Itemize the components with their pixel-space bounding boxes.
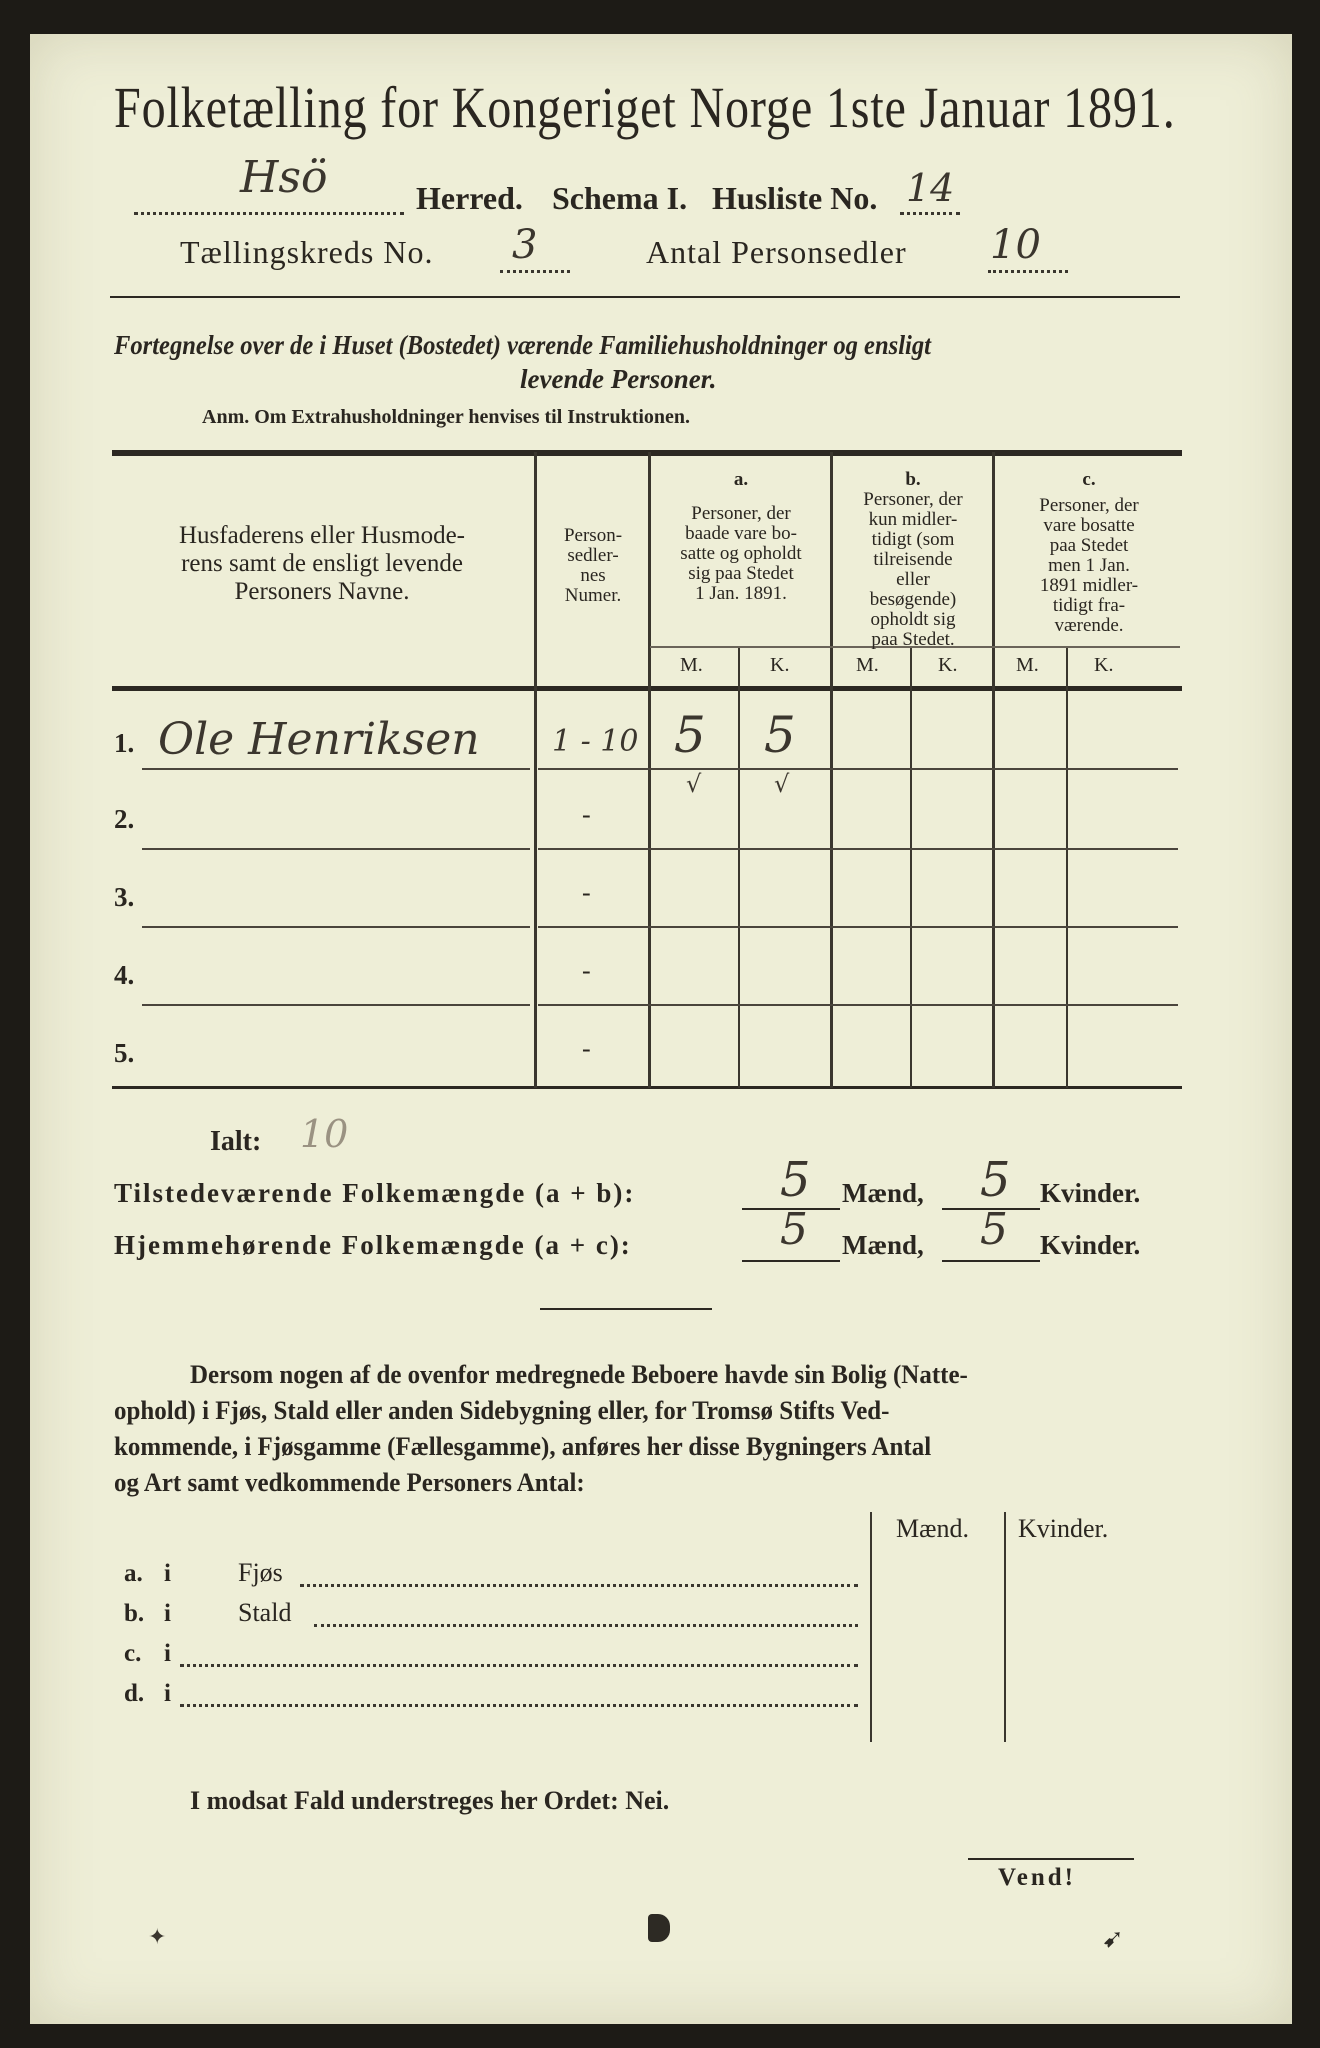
- row-1-name: Ole Henriksen: [158, 714, 480, 765]
- census-form-page: [30, 34, 1292, 2024]
- herred-label: Herred.: [416, 180, 523, 216]
- intro-line2: levende Personer.: [520, 364, 717, 394]
- footer-item-a-letter: a.: [124, 1560, 143, 1587]
- footer-item-b-letter: b.: [124, 1600, 145, 1627]
- kreds-label: Tællingskreds No.: [180, 234, 434, 270]
- col-header-name: Husfaderens eller Husmode- rens samt de ensligt levende Personers Navne.: [178, 522, 465, 605]
- kreds-field: [500, 268, 570, 273]
- footer-item-a-label: Fjøs: [238, 1558, 283, 1587]
- ialt-value: 10: [300, 1112, 349, 1156]
- section-divider: [540, 1308, 712, 1310]
- herred-value: Hsö: [240, 152, 328, 203]
- footer-item-d-letter: d.: [124, 1680, 145, 1707]
- footer-item-a-dots: [300, 1584, 858, 1587]
- footer-item-c-dots: [180, 1664, 858, 1667]
- col-sep-3: [830, 452, 833, 1088]
- b-k-label: K.: [938, 654, 958, 676]
- intro-line1: Fortegnelse over de i Huset (Bostedet) værende Familiehusholdninger og ensligt: [114, 330, 931, 360]
- col-sep-4: [992, 452, 995, 1088]
- hjemme-kvinder-line: [942, 1260, 1040, 1262]
- footer-item-b-prep: i: [164, 1600, 171, 1627]
- row-1-line: [142, 768, 530, 770]
- row-4-line-cells: [538, 1004, 1178, 1006]
- footer-para-4: og Art samt vedkommende Personers Antal:: [114, 1468, 585, 1497]
- col-header-b: b. Personer, der kun midler- tidigt (som tilreisende eller besøgende) opholdt sig paa Stedet.: [863, 469, 963, 650]
- corner-mark-left: ✦: [148, 1924, 167, 1949]
- a-m-label: M.: [680, 654, 703, 676]
- row-1-a-m-check: √: [686, 770, 702, 798]
- b-m-label: M.: [856, 654, 879, 676]
- husliste-field: [900, 210, 960, 215]
- row-5-personsedler: -: [582, 1034, 591, 1063]
- col-header-c: c. Personer, der vare bosatte paa Stedet men 1 Jan. 1891 midler- tidigt fra- værende.: [1039, 469, 1139, 636]
- row-1-a-m: 5: [674, 706, 706, 764]
- form-title: Folketælling for Kongeriget Norge 1ste Januar 1891.: [114, 75, 1176, 140]
- vend-label: Vend!: [998, 1864, 1076, 1891]
- row-4-line: [142, 1004, 530, 1006]
- kreds-value: 3: [512, 222, 538, 268]
- footer-maend-head: Mænd.: [896, 1514, 969, 1543]
- hjemme-maend-label: Mænd,: [842, 1230, 924, 1260]
- hjemme-maend-line: [742, 1260, 840, 1262]
- row-2-line: [142, 848, 530, 850]
- hjemme-kvinder-label: Kvinder.: [1040, 1230, 1141, 1260]
- col-header-a: a. Personer, der baade vare bo- satte og opholdt sig paa Stedet 1 Jan. 1891.: [680, 469, 802, 604]
- row-1-a-k: 5: [764, 706, 796, 764]
- corner-mark-right: ➹: [1102, 1924, 1124, 1953]
- vend-rule: [968, 1858, 1134, 1860]
- row-4-personsedler: -: [582, 956, 591, 985]
- row-2-line-cells: [538, 848, 1178, 850]
- row-2-number: 2.: [114, 804, 135, 834]
- c-k-label: K.: [1094, 654, 1114, 676]
- footer-sep-1: [870, 1512, 872, 1742]
- row-4-number: 4.: [114, 960, 135, 990]
- tilstede-kvinder-value: 5: [980, 1152, 1011, 1208]
- row-3-number: 3.: [114, 882, 135, 912]
- antal-label: Antal Personsedler: [646, 234, 907, 270]
- row-1-line-cells: [538, 768, 1178, 770]
- col-sep-mk-a: [738, 646, 740, 1088]
- row-5-number: 5.: [114, 1038, 135, 1068]
- tilstede-maend-label: Mænd,: [842, 1178, 924, 1208]
- table-header-bottom-rule: [112, 686, 1182, 691]
- punch-mark-center: [648, 1914, 670, 1942]
- footer-item-a-prep: i: [164, 1560, 171, 1587]
- col-sep-1: [534, 452, 537, 1088]
- footer-para-3: kommende, i Fjøsgamme (Fællesgamme), anføres her disse Bygningers Antal: [114, 1432, 932, 1461]
- row-1-a-k-check: √: [774, 770, 790, 798]
- footer-kvinder-head: Kvinder.: [1018, 1514, 1109, 1543]
- col-header-num: Person- sedler- nes Numer.: [563, 525, 623, 606]
- tilstede-label: Tilstedeværende Folkemængde (a + b):: [114, 1178, 636, 1208]
- row-1-number: 1.: [114, 728, 135, 758]
- table-top-rule: [112, 450, 1182, 456]
- col-sep-2: [648, 452, 651, 1088]
- row-3-line: [142, 926, 530, 928]
- antal-value: 10: [990, 222, 1041, 268]
- ialt-label: Ialt:: [210, 1126, 262, 1157]
- hjemme-label: Hjemmehørende Folkemængde (a + c):: [114, 1230, 632, 1260]
- tilstede-maend-value: 5: [780, 1152, 811, 1208]
- footer-item-d-prep: i: [164, 1680, 171, 1707]
- footer-para-1: Dersom nogen af de ovenfor medregnede Beboere havde sin Bolig (Natte-: [190, 1360, 968, 1389]
- c-m-label: M.: [1016, 654, 1039, 676]
- anm-note: Anm. Om Extrahusholdninger henvises til Instruktionen.: [202, 406, 691, 428]
- header-divider: [110, 296, 1180, 298]
- footer-item-d-dots: [180, 1704, 858, 1707]
- footer-para-2: ophold) i Fjøs, Stald eller anden Sidebygning eller, for Tromsø Stifts Ved-: [114, 1396, 890, 1425]
- husliste-label: Husliste No.: [712, 180, 878, 216]
- modsat-note: I modsat Fald understreges her Ordet: Nei.: [190, 1786, 670, 1815]
- row-2-personsedler: -: [582, 800, 591, 829]
- footer-item-b-label: Stald: [238, 1598, 292, 1627]
- hjemme-maend-value: 5: [780, 1204, 808, 1255]
- footer-sep-2: [1004, 1512, 1006, 1742]
- table-bottom-rule: [112, 1086, 1182, 1089]
- row-1-personsedler: 1 - 10: [552, 724, 639, 759]
- schema-label: Schema I.: [552, 180, 688, 216]
- row-3-personsedler: -: [582, 878, 591, 907]
- footer-item-b-dots: [314, 1624, 858, 1627]
- husliste-value: 14: [906, 166, 955, 210]
- tilstede-kvinder-label: Kvinder.: [1040, 1178, 1141, 1208]
- footer-item-c-prep: i: [164, 1640, 171, 1667]
- col-sep-mk-c: [1066, 646, 1068, 1088]
- hjemme-kvinder-value: 5: [980, 1204, 1008, 1255]
- antal-field: [988, 268, 1068, 273]
- row-3-line-cells: [538, 926, 1178, 928]
- footer-item-c-letter: c.: [124, 1640, 142, 1667]
- a-k-label: K.: [770, 654, 790, 676]
- col-sep-mk-b: [910, 646, 912, 1088]
